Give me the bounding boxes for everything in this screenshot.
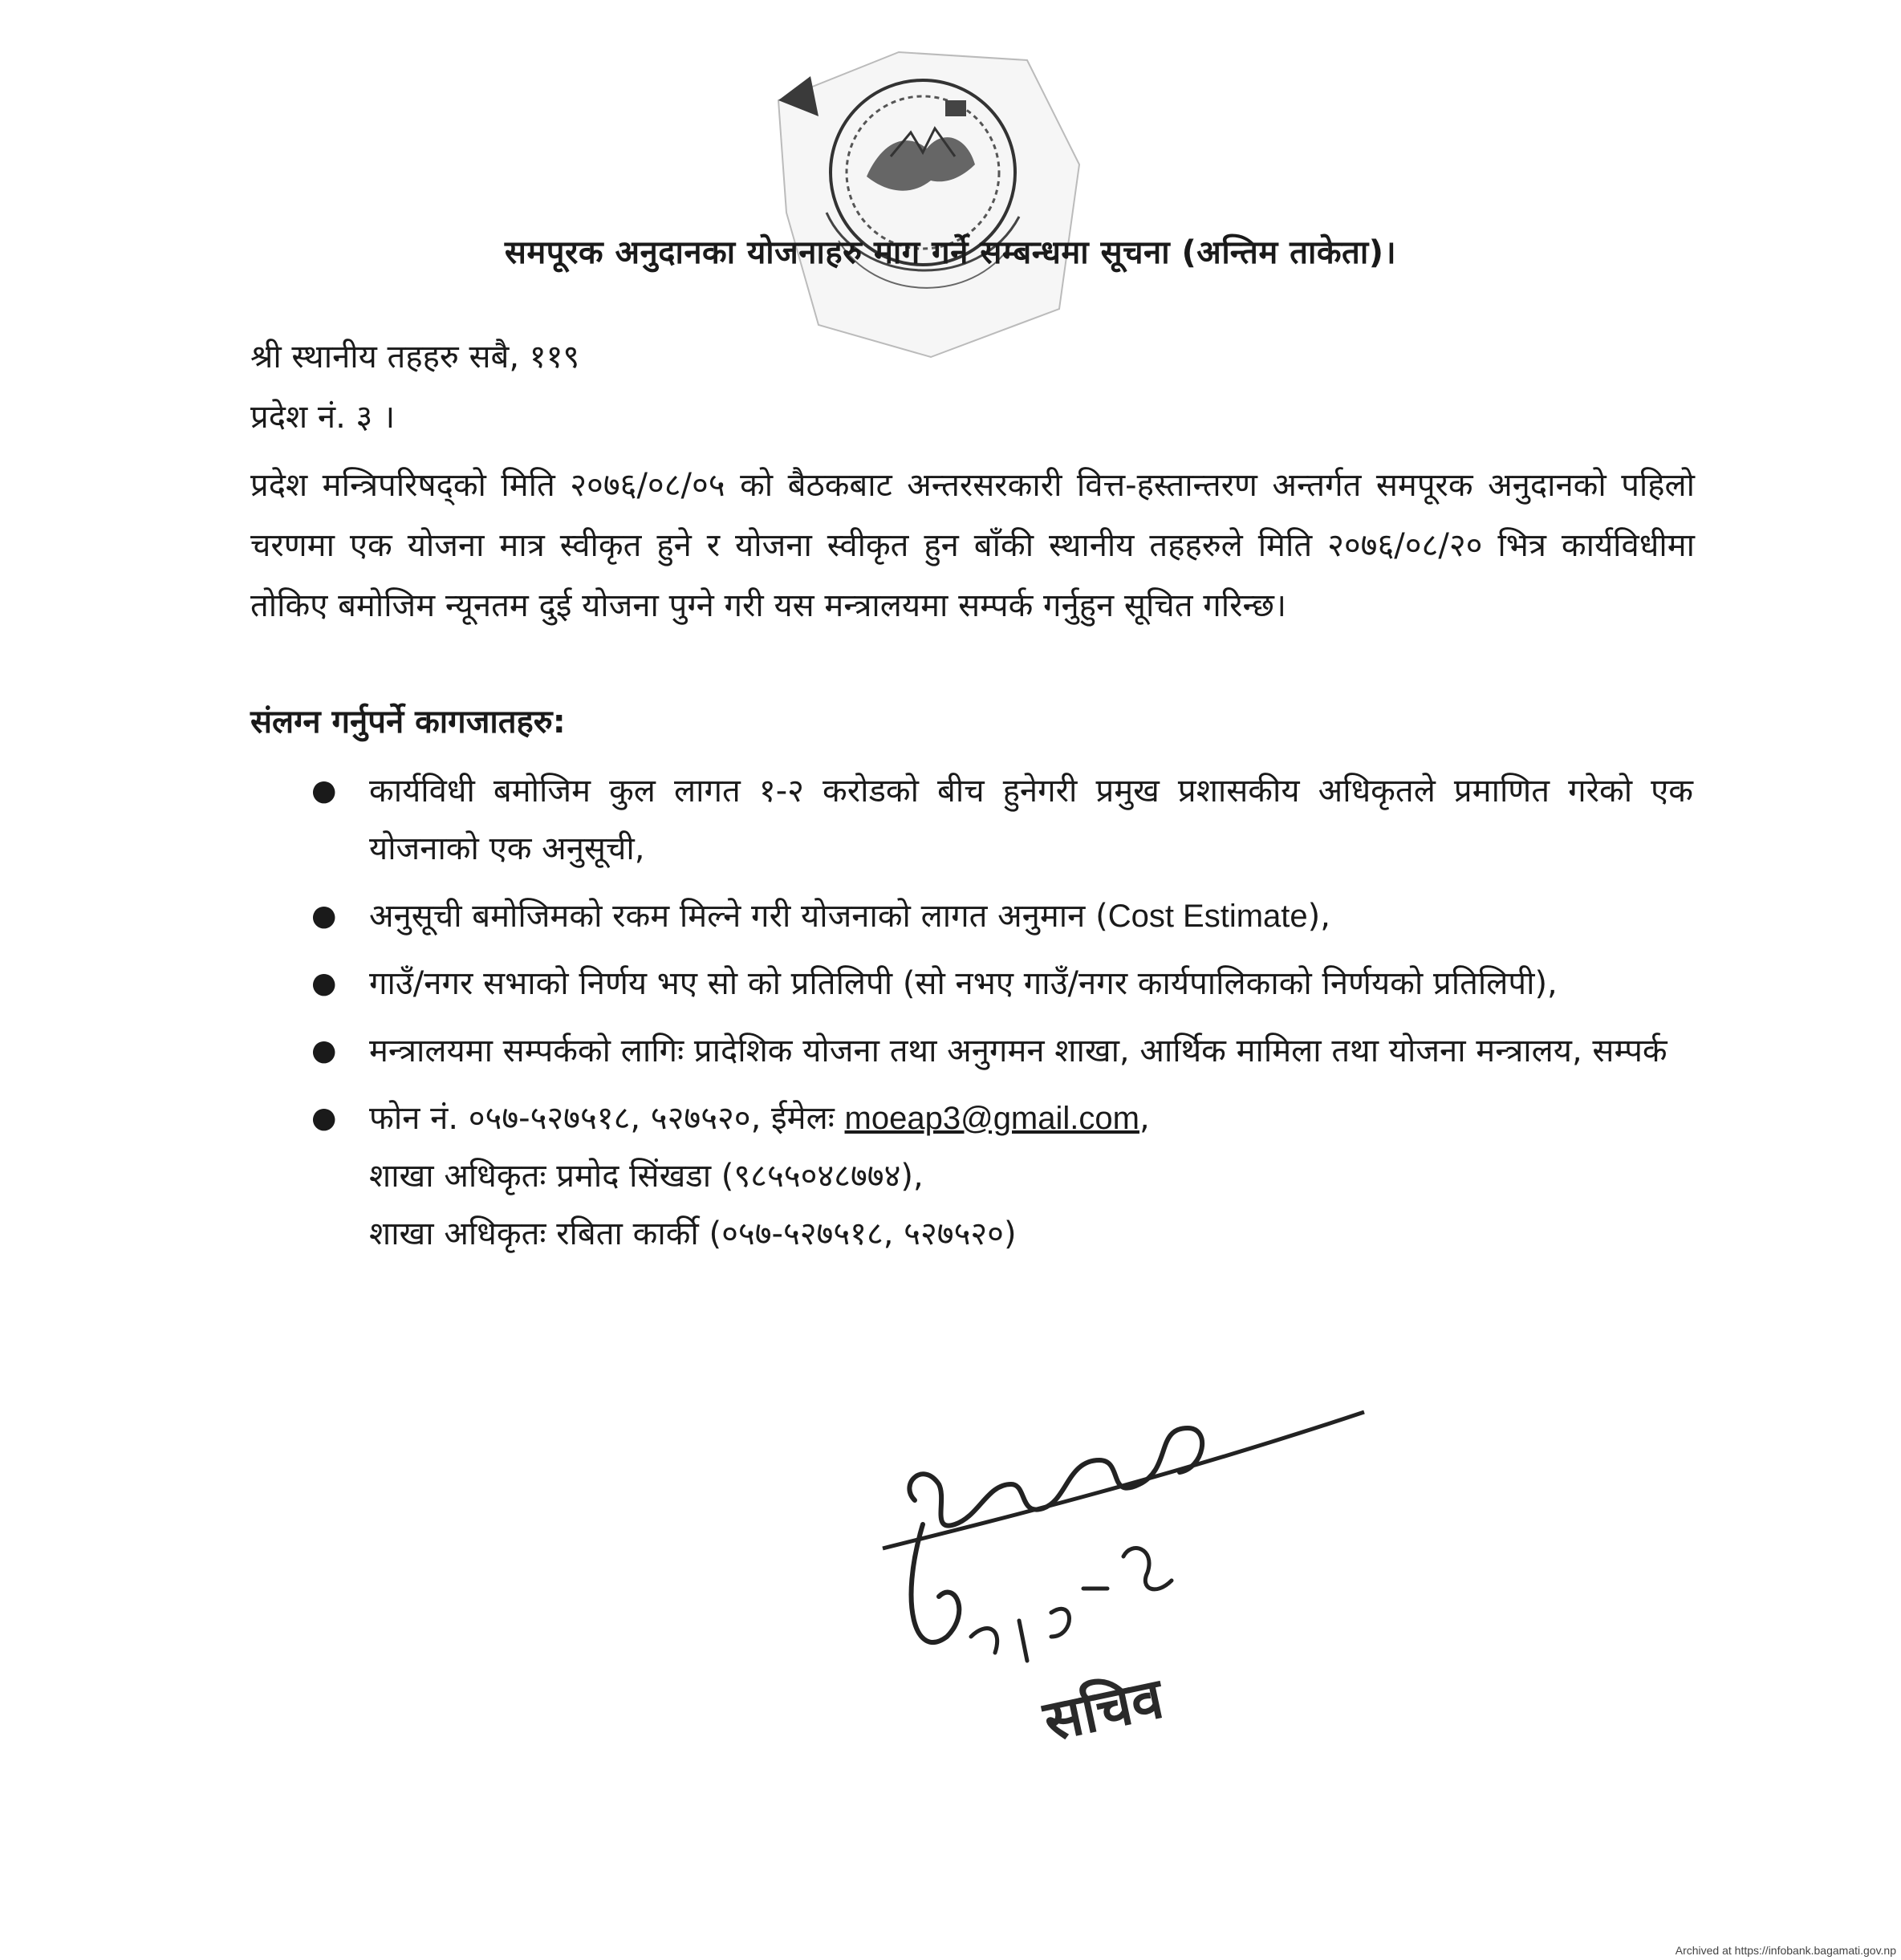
address-province: प्रदेश नं. ३ । xyxy=(250,399,396,436)
attachments-heading: संलग्न गर्नुपर्ने कागजातहरु: xyxy=(250,704,566,741)
email-link[interactable]: moeap3@gmail.com xyxy=(844,1101,1139,1136)
officer-2: शाखा अधिकृतः रबिता कार्की (०५७-५२७५१८, ५२७५२०) xyxy=(369,1215,1017,1252)
bullet-icon: ● xyxy=(311,1102,337,1134)
seal-graphic xyxy=(770,44,1107,365)
document-title: समपूरक अनुदानका योजनाहरु माग गर्ने सम्बन्धमा सूचना (अन्तिम ताकेता)। xyxy=(504,234,1397,271)
attachments-list xyxy=(305,762,1693,1272)
list-item-text: कार्यविधी बमोजिम कुल लागत १-२ करोडको बीच हुनेगरी प्रमुख प्रशासकीय अधिकृतले प्रमाणित गरेको एक योजनाको एक अनुसूची, xyxy=(369,773,1693,867)
archive-note: Archived at https://infobank.bagamati.gov.np xyxy=(1675,1944,1896,1957)
bullet-icon: ● xyxy=(311,1034,337,1067)
cost-text-after: ), xyxy=(1307,898,1330,935)
officer-1: शाखा अधिकृतः प्रमोद सिंखडा (९८५५०४८७७४), xyxy=(369,1158,924,1195)
address-recipient: श्री स्थानीय तहहरु सबै, ११९ xyxy=(250,339,580,375)
list-item xyxy=(305,955,1693,1012)
list-item xyxy=(305,762,1693,878)
phone-line xyxy=(369,1090,1693,1147)
phone-text: फोन नं. ०५७-५२७५१८, ५२७५२०, ईमेलः xyxy=(369,1100,835,1137)
designation-sachiv: सचिव xyxy=(1038,1665,1169,1755)
list-item xyxy=(305,887,1693,945)
email-suffix: , xyxy=(1139,1100,1150,1137)
cost-estimate-label: Cost Estimate xyxy=(1107,899,1308,934)
list-item-contact xyxy=(305,1090,1693,1263)
list-item xyxy=(305,1022,1693,1080)
cost-text-before: अनुसूची बमोजिमको रकम मिल्ने गरी योजनाको लागत अनुमान ( xyxy=(369,898,1108,935)
bullet-icon: ● xyxy=(311,967,337,1000)
list-item-text: मन्त्रालयमा सम्पर्कको लागिः प्रादेशिक योजना तथा अनुगमन शाखा, आर्थिक मामिला तथा योजना मन्त्रालय, सम्पर्क xyxy=(369,1033,1667,1069)
notice-body: प्रदेश मन्त्रिपरिषद्को मिति २०७६/०८/०५ को बैठकबाट अन्तरसरकारी वित्त-हस्तान्तरण अन्तर्गत समपूरक अनुदानको पहिलो चरणमा एक योजना मात्र स्वीकृत हुने र योजना स्वीकृत हुन बाँकी स्थानीय तहहरुले मिति २०७६/०८/२० भित्र कार्यविधीमा तोकिए बमोजिम न्यूनतम दुई योजना पुग्ने गरी यस मन्त्रालयमा सम्पर्क गर्नुहुन सूचित गरिन्छ। xyxy=(250,467,1695,624)
bullet-icon: ● xyxy=(311,774,337,807)
list-item-text: गाउँ/नगर सभाको निर्णय भए सो को प्रतिलिपी (सो नभए गाउँ/नगर कार्यपालिकाको निर्णयको प्रतिलिपी), xyxy=(369,965,1558,1002)
official-seal xyxy=(770,44,1107,365)
bullet-icon: ● xyxy=(311,899,337,932)
